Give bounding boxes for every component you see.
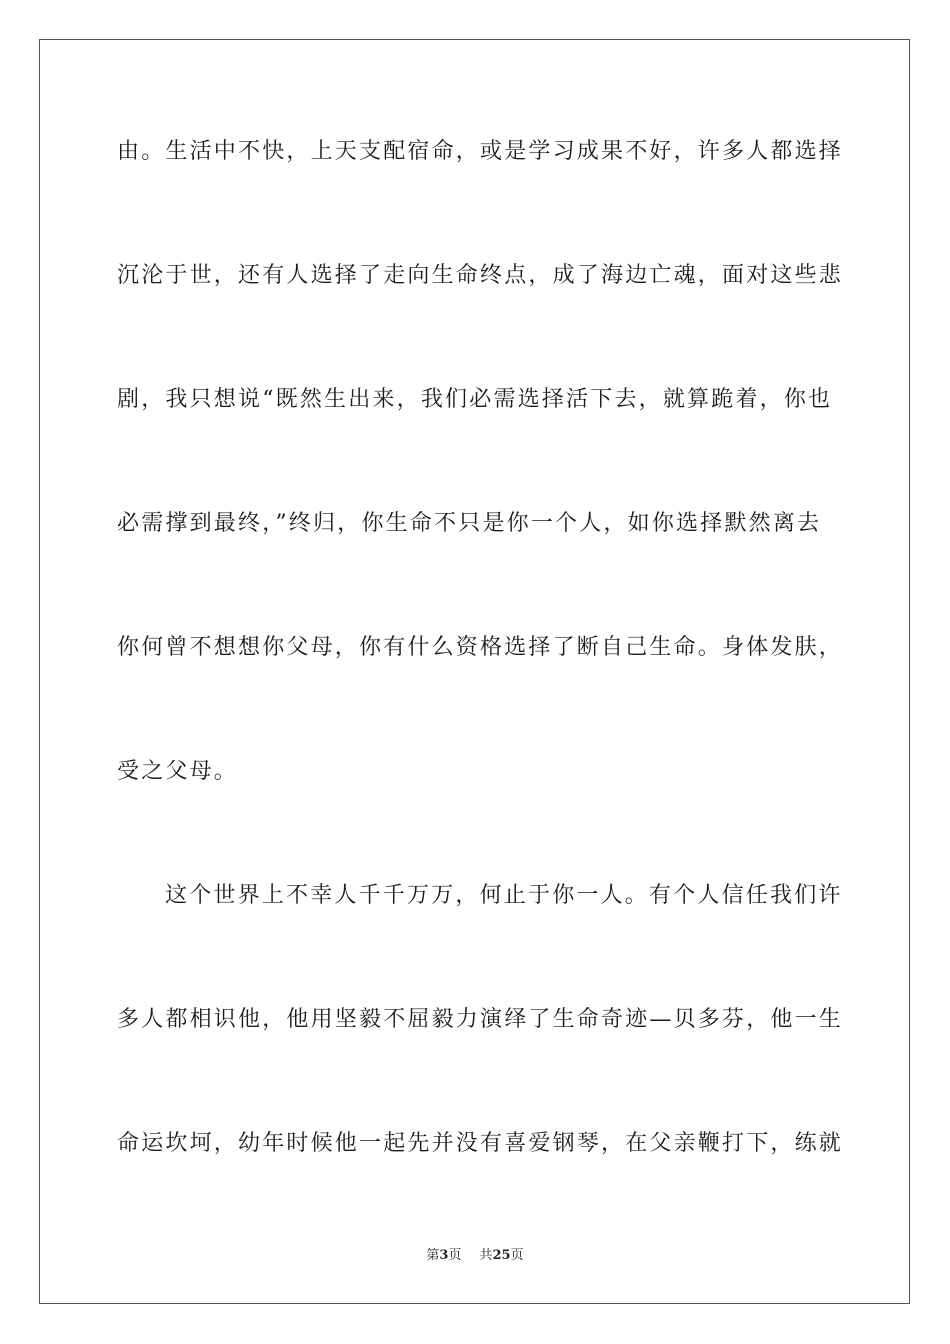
body-text-line: 多人都相识他，他用坚毅不屈毅力演绎了生命奇迹—贝多芬，他一生 [117,1007,844,1032]
page-border [39,39,910,1304]
body-text-line: 你何曾不想想你父母，你有什么资格选择了断自己生命。身体发肤， [117,635,844,660]
total-prefix: 共 [479,1248,493,1263]
body-text-line: 沉沦于世，还有人选择了走向生命终点，成了海边亡魂，面对这些悲 [117,263,844,288]
body-text-line: 命运坎坷，幼年时候他一起先并没有喜爱钢琴，在父亲鞭打下，练就 [117,1131,844,1156]
body-text-line: 必需撑到最终，”终归，你生命不只是你一个人，如你选择默然离去 [117,511,822,536]
page-suffix: 页 [448,1248,462,1263]
total-pages: 25 [492,1248,511,1263]
page-footer [0,1247,950,1265]
body-text-line: 剧，我只想说“既然生出来，我们必需选择活下去，就算跪着，你也 [117,387,833,412]
body-text-line: 受之父母。 [117,759,239,784]
page-number: 3 [439,1248,449,1263]
page-prefix: 第 [426,1248,440,1263]
paragraph-first-line: 这个世界上不幸人千千万万，何止于你一人。有个人信任我们许 [165,883,843,908]
total-suffix: 页 [510,1248,524,1263]
body-text-line: 由。生活中不快，上天支配宿命，或是学习成果不好，许多人都选择 [117,139,844,164]
